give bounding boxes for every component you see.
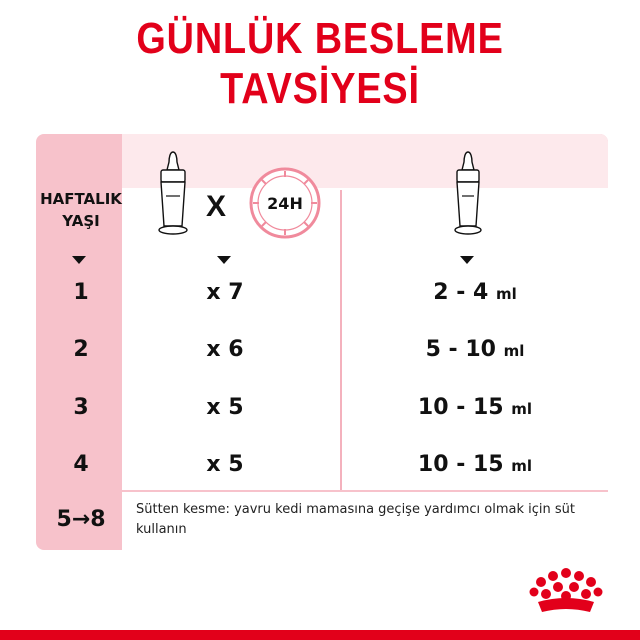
feeds-week-1: x 7 — [206, 280, 244, 305]
week-4: 4 — [73, 452, 89, 477]
multiply-symbol: X — [206, 190, 227, 223]
age-column-header: HAFTALIK YAŞI — [40, 190, 122, 230]
amount-week-2: 5 - 10 ml — [425, 337, 525, 362]
week-weaning: 5→8 — [56, 507, 106, 532]
feeds-week-2: x 6 — [206, 337, 244, 362]
amount-arrow-icon — [460, 256, 474, 264]
week-3: 3 — [73, 395, 89, 420]
feeds-week-4: x 5 — [206, 452, 244, 477]
page-title: GÜNLÜK BESLEME TAVSİYESİ — [136, 14, 504, 113]
table-header-band — [122, 134, 608, 188]
bottle-icon-amount — [452, 150, 484, 238]
age-arrow-icon — [72, 256, 86, 264]
crown-logo-icon — [528, 566, 604, 616]
amount-week-4: 10 - 15 ml — [417, 452, 533, 477]
bottle-icon — [156, 150, 190, 238]
feeds-arrow-icon — [217, 256, 231, 264]
amount-week-3: 10 - 15 ml — [417, 395, 533, 420]
amount-week-1: 2 - 4 ml — [433, 280, 517, 305]
weaning-note: Sütten kesme: yavru kedi mamasına geçişe yardımcı olmak için süt kullanın — [136, 502, 575, 537]
feeds-week-3: x 5 — [206, 395, 244, 420]
week-2: 2 — [73, 337, 89, 362]
week-1: 1 — [73, 280, 89, 305]
clock-label: 24H — [267, 194, 303, 213]
bottom-red-stripe — [0, 630, 640, 640]
